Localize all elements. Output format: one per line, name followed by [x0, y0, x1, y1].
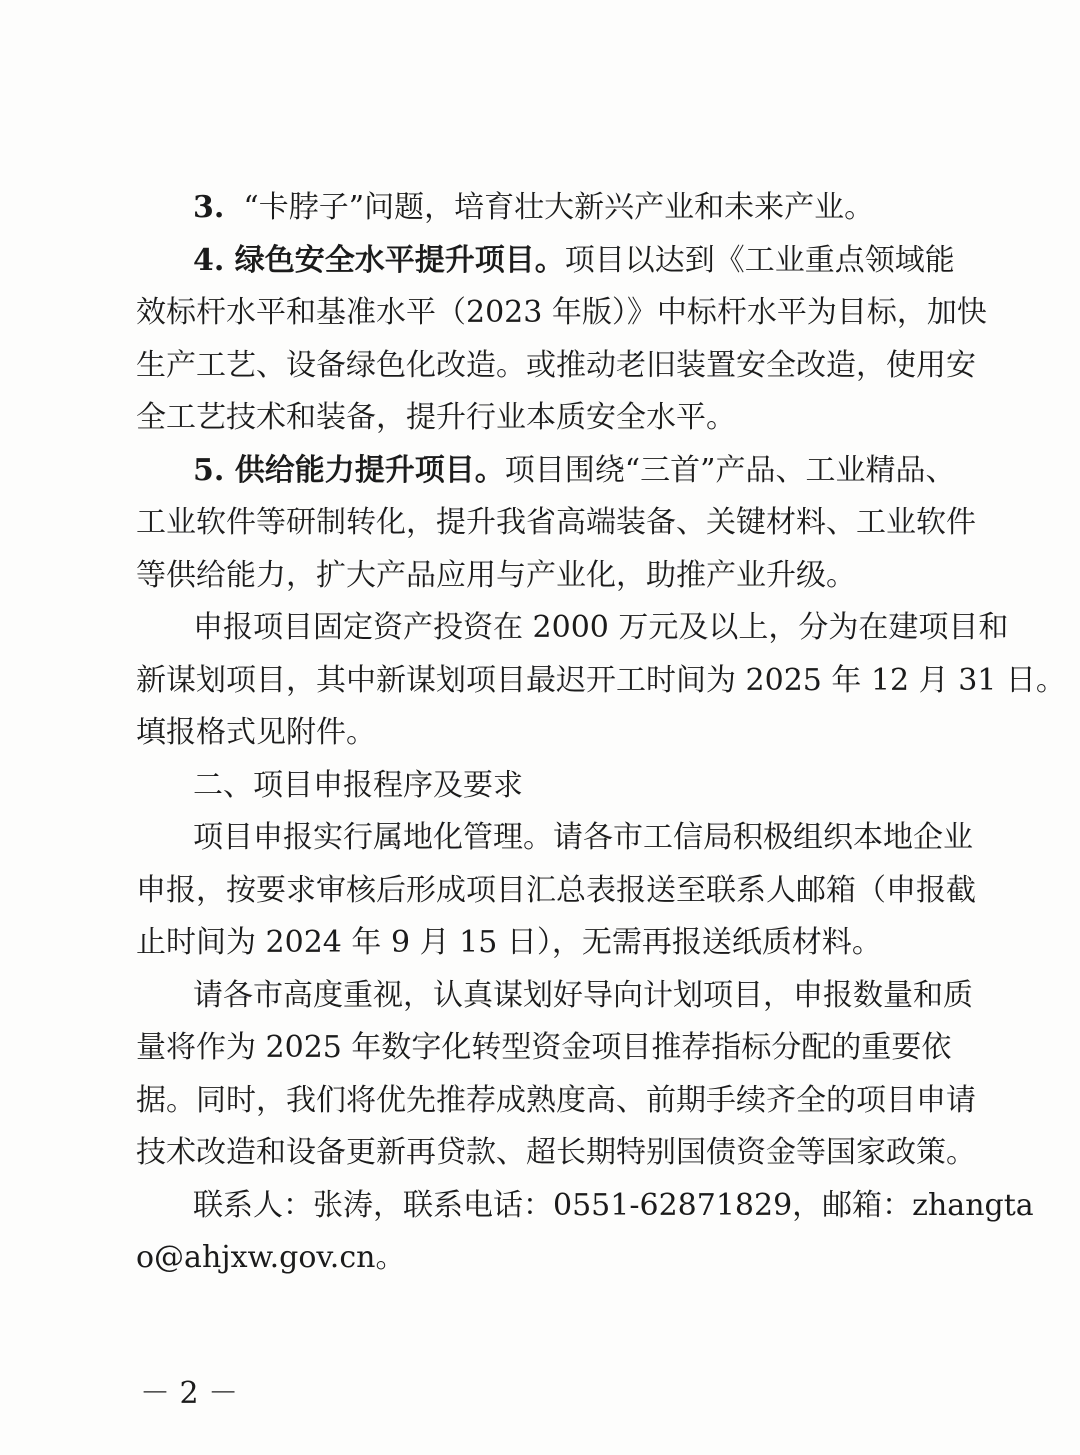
paragraph-line-6 — [193, 451, 956, 491]
contact-email-tail: o@ahjxw.gov.cn。 — [136, 1240, 406, 1275]
paragraph-line-14: 申报，按要求审核后形成项目汇总表报送至联系人邮箱（申报截 — [136, 873, 976, 908]
list-number-3: 3. — [193, 190, 225, 225]
paragraph-line-11: 填报格式见附件。 — [136, 715, 376, 750]
item-4-heading: 4. 绿色安全水平提升项目。 — [193, 243, 565, 278]
paragraph-line-15: 止时间为 2024 年 9 月 15 日），无需再报送纸质材料。 — [136, 925, 882, 960]
paragraph-line-17: 量将作为 2025 年数字化转型资金项目推荐指标分配的重要依 — [136, 1030, 952, 1065]
paragraph-line-13: 项目申报实行属地化管理。请各市工信局积极组织本地企业 — [193, 820, 973, 855]
line-text: 项目围绕“三首”产品、工业精品、 — [504, 453, 956, 488]
line-text: 项目以达到《工业重点领域能 — [564, 243, 955, 278]
item-5-heading: 5. 供给能力提升项目。 — [193, 453, 505, 488]
paragraph-line-8: 等供给能力，扩大产品应用与产业化，助推产业升级。 — [136, 558, 856, 593]
section-heading: 二、项目申报程序及要求 — [193, 768, 523, 803]
paragraph-line-16: 请各市高度重视，认真谋划好导向计划项目，申报数量和质 — [193, 978, 973, 1013]
paragraph-line-18: 据。同时，我们将优先推荐成熟度高、前期手续齐全的项目申请 — [136, 1083, 976, 1118]
paragraph-line-4: 生产工艺、设备绿色化改造。或推动老旧装置安全改造，使用安 — [136, 348, 976, 383]
paragraph-line-9: 申报项目固定资产投资在 2000 万元及以上，分为在建项目和 — [193, 610, 1009, 645]
paragraph-line-10: 新谋划项目，其中新谋划项目最迟开工时间为 2025 年 12 月 31 日。 — [136, 663, 1066, 698]
contact-line: 联系人：张涛，联系电话：0551-62871829，邮箱：zhangta — [193, 1188, 1034, 1223]
line-text: “卡脖子”问题，培育壮大新兴产业和未来产业。 — [243, 190, 875, 225]
paragraph-line-5: 全工艺技术和装备，提升行业本质安全水平。 — [136, 400, 736, 435]
paragraph-line-2 — [193, 241, 955, 281]
paragraph-line-1 — [193, 188, 874, 228]
paragraph-line-3: 效标杆水平和基准水平（2023 年版）》中标杆水平为目标，加快 — [136, 295, 987, 330]
page-number: － 2 － — [140, 1376, 239, 1411]
paragraph-line-19: 技术改造和设备更新再贷款、超长期特别国债资金等国家政策。 — [136, 1135, 976, 1170]
paragraph-line-7: 工业软件等研制转化，提升我省高端装备、关键材料、工业软件 — [136, 505, 976, 540]
